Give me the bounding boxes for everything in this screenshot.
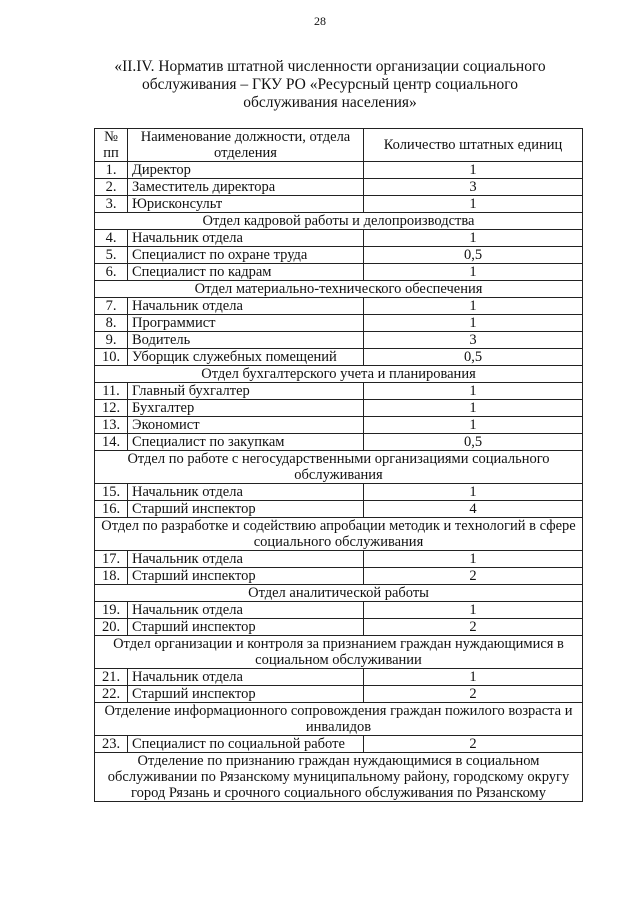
- row-number: 11.: [95, 383, 128, 400]
- table-row: [95, 551, 583, 568]
- table-body: [95, 162, 583, 802]
- row-number: 2.: [95, 179, 128, 196]
- staff-quantity: 2: [364, 736, 583, 753]
- document-title: «II.IV. Норматив штатной численности организации социального обслуживания – ГКУ РО «Ресурсный центр социального обслуживания населения»: [114, 58, 546, 111]
- staff-quantity: 2: [364, 686, 583, 703]
- section-row: [95, 585, 583, 602]
- table-row: [95, 686, 583, 703]
- table-row: [95, 501, 583, 518]
- table-row: [95, 264, 583, 281]
- staff-quantity: 1: [364, 162, 583, 179]
- staff-quantity: 1: [364, 669, 583, 686]
- row-number: 22.: [95, 686, 128, 703]
- section-row: [95, 213, 583, 230]
- table-row: [95, 619, 583, 636]
- staff-quantity: 1: [364, 315, 583, 332]
- position-name: Старший инспектор: [128, 501, 364, 518]
- table-row: [95, 383, 583, 400]
- position-name: Специалист по социальной работе: [128, 736, 364, 753]
- table-row: [95, 247, 583, 264]
- header-quantity: Количество штатных единиц: [364, 129, 583, 162]
- position-name: Старший инспектор: [128, 686, 364, 703]
- table-row: [95, 669, 583, 686]
- row-number: 19.: [95, 602, 128, 619]
- row-number: 8.: [95, 315, 128, 332]
- position-name: Специалист по кадрам: [128, 264, 364, 281]
- staff-table: [94, 128, 583, 802]
- staff-quantity: 2: [364, 619, 583, 636]
- staff-quantity: 1: [364, 417, 583, 434]
- row-number: 5.: [95, 247, 128, 264]
- position-name: Начальник отдела: [128, 551, 364, 568]
- section-title: Отдел аналитической работы: [95, 585, 583, 602]
- position-name: Бухгалтер: [128, 400, 364, 417]
- row-number: 3.: [95, 196, 128, 213]
- table-row: [95, 484, 583, 501]
- section-row: [95, 753, 583, 802]
- staff-quantity: 0,5: [364, 247, 583, 264]
- header-number: № пп: [95, 129, 128, 162]
- section-row: [95, 703, 583, 736]
- table-row: [95, 349, 583, 366]
- row-number: 18.: [95, 568, 128, 585]
- table-header-row: [95, 129, 583, 162]
- staff-quantity: 1: [364, 196, 583, 213]
- staff-quantity: 0,5: [364, 349, 583, 366]
- table-row: [95, 162, 583, 179]
- section-title: Отдел кадровой работы и делопроизводства: [95, 213, 583, 230]
- section-title: Отдел по работе с негосударственными организациями социального обслуживания: [95, 451, 583, 484]
- staff-quantity: 1: [364, 400, 583, 417]
- position-name: Начальник отдела: [128, 602, 364, 619]
- position-name: Главный бухгалтер: [128, 383, 364, 400]
- staff-quantity: 1: [364, 484, 583, 501]
- position-name: Юрисконсульт: [128, 196, 364, 213]
- row-number: 21.: [95, 669, 128, 686]
- section-title: Отдел материально-технического обеспечения: [95, 281, 583, 298]
- staff-quantity: 2: [364, 568, 583, 585]
- row-number: 10.: [95, 349, 128, 366]
- section-title: Отделение по признанию граждан нуждающимися в социальном обслуживании по Рязанскому муниципальному району, городскому округу город Рязань и срочного социального обслуживания по Рязанскому: [95, 753, 583, 802]
- row-number: 20.: [95, 619, 128, 636]
- row-number: 7.: [95, 298, 128, 315]
- position-name: Специалист по охране труда: [128, 247, 364, 264]
- position-name: Директор: [128, 162, 364, 179]
- section-title: Отдел организации и контроля за признанием граждан нуждающимися в социальном обслуживании: [95, 636, 583, 669]
- table-row: [95, 179, 583, 196]
- row-number: 1.: [95, 162, 128, 179]
- page-number: 28: [314, 14, 326, 28]
- row-number: 6.: [95, 264, 128, 281]
- section-row: [95, 366, 583, 383]
- position-name: Заместитель директора: [128, 179, 364, 196]
- table-row: [95, 230, 583, 247]
- section-row: [95, 636, 583, 669]
- table-row: [95, 417, 583, 434]
- section-title: Отдел по разработке и содействию апробации методик и технологий в сфере социального обслуживания: [95, 518, 583, 551]
- section-title: Отделение информационного сопровождения граждан пожилого возраста и инвалидов: [95, 703, 583, 736]
- table-row: [95, 332, 583, 349]
- position-name: Специалист по закупкам: [128, 434, 364, 451]
- table-row: [95, 196, 583, 213]
- staff-quantity: 3: [364, 179, 583, 196]
- table-row: [95, 602, 583, 619]
- staff-quantity: 1: [364, 602, 583, 619]
- staff-quantity: 1: [364, 551, 583, 568]
- table-row: [95, 434, 583, 451]
- position-name: Программист: [128, 315, 364, 332]
- staff-quantity: 1: [364, 383, 583, 400]
- section-row: [95, 451, 583, 484]
- position-name: Начальник отдела: [128, 669, 364, 686]
- section-row: [95, 281, 583, 298]
- row-number: 4.: [95, 230, 128, 247]
- table-row: [95, 736, 583, 753]
- row-number: 23.: [95, 736, 128, 753]
- staff-quantity: 0,5: [364, 434, 583, 451]
- row-number: 12.: [95, 400, 128, 417]
- position-name: Старший инспектор: [128, 619, 364, 636]
- row-number: 13.: [95, 417, 128, 434]
- header-position-name: Наименование должности, отдела отделения: [128, 129, 364, 162]
- table-row: [95, 400, 583, 417]
- row-number: 9.: [95, 332, 128, 349]
- staff-quantity: 1: [364, 264, 583, 281]
- staff-quantity: 1: [364, 230, 583, 247]
- row-number: 16.: [95, 501, 128, 518]
- staff-quantity: 1: [364, 298, 583, 315]
- table-row: [95, 315, 583, 332]
- staff-quantity: 3: [364, 332, 583, 349]
- position-name: Начальник отдела: [128, 298, 364, 315]
- row-number: 14.: [95, 434, 128, 451]
- position-name: Экономист: [128, 417, 364, 434]
- position-name: Старший инспектор: [128, 568, 364, 585]
- position-name: Начальник отдела: [128, 230, 364, 247]
- position-name: Водитель: [128, 332, 364, 349]
- table-row: [95, 298, 583, 315]
- row-number: 15.: [95, 484, 128, 501]
- row-number: 17.: [95, 551, 128, 568]
- section-title: Отдел бухгалтерского учета и планирования: [95, 366, 583, 383]
- table-row: [95, 568, 583, 585]
- position-name: Уборщик служебных помещений: [128, 349, 364, 366]
- section-row: [95, 518, 583, 551]
- staff-quantity: 4: [364, 501, 583, 518]
- position-name: Начальник отдела: [128, 484, 364, 501]
